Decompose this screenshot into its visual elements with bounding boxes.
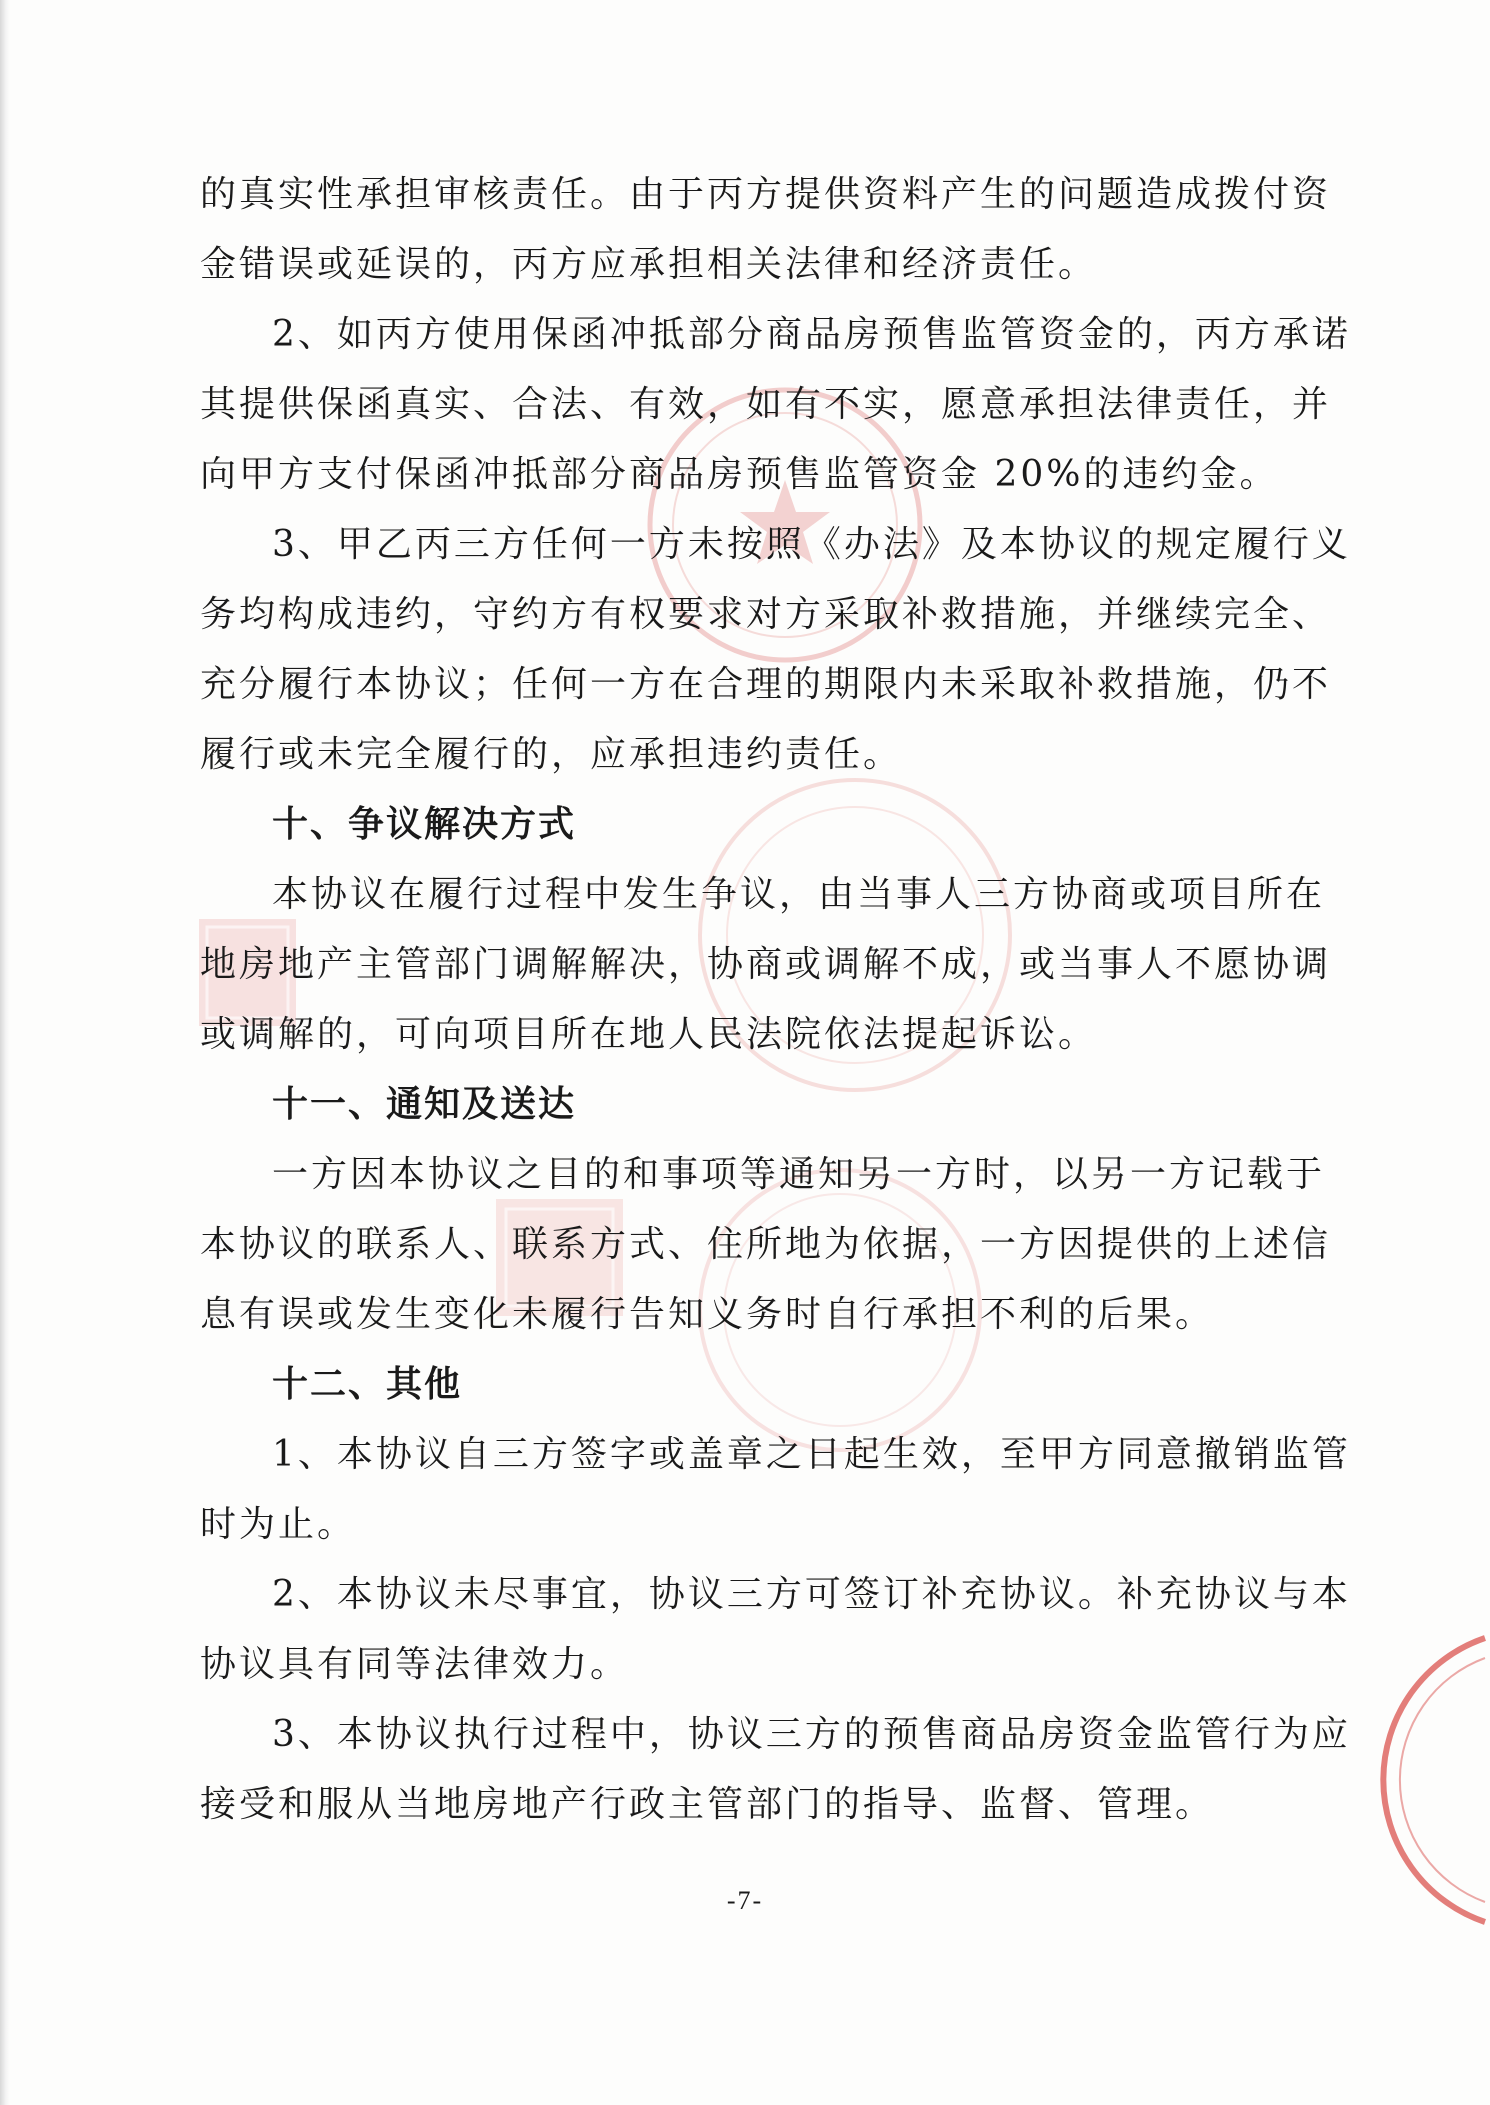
- text-line: 1、本协议自三方签字或盖章之日起生效，至甲方同意撤销监管: [272, 1434, 1351, 1475]
- text-line: 一方因本协议之目的和事项等通知另一方时，以另一方记载于: [272, 1154, 1326, 1195]
- text-line: 时为止。: [200, 1504, 357, 1545]
- text-line: 充分履行本协议；任何一方在合理的期限内未采取补救措施，仍不: [200, 664, 1332, 705]
- text-line: 向甲方支付保函冲抵部分商品房预售监管资金 20%的违约金。: [200, 454, 1279, 495]
- text-line: 或调解的，可向项目所在地人民法院依法提起诉讼。: [200, 1014, 1098, 1055]
- document-body: [200, 160, 1351, 1840]
- text-line: 地房地产主管部门调解解决，协商或调解不成，或当事人不愿协调: [200, 944, 1332, 985]
- company-seal-right-edge: [1325, 1630, 1490, 1930]
- text-line: 2、如丙方使用保函冲抵部分商品房预售监管资金的，丙方承诺: [272, 314, 1351, 355]
- text-line: 务均构成违约，守约方有权要求对方采取补救措施，并继续完全、: [200, 594, 1332, 635]
- section-heading: 十、争议解决方式: [272, 804, 577, 845]
- text-line: 的真实性承担审核责任。由于丙方提供资料产生的问题造成拨付资: [200, 174, 1332, 215]
- text-line: 协议具有同等法律效力。: [200, 1644, 630, 1685]
- text-line: 3、本协议执行过程中，协议三方的预售商品房资金监管行为应: [272, 1714, 1351, 1755]
- text-line: 息有误或发生变化未履行告知义务时自行承担不利的后果。: [200, 1294, 1215, 1335]
- text-line: 履行或未完全履行的，应承担违约责任。: [200, 734, 903, 775]
- text-line: 3、甲乙丙三方任何一方未按照《办法》及本协议的规定履行义: [272, 524, 1351, 565]
- page-number: -7-: [726, 1886, 764, 1915]
- section-heading: 十二、其他: [272, 1364, 463, 1405]
- text-line: 本协议在履行过程中发生争议，由当事人三方协商或项目所在: [272, 874, 1326, 915]
- text-line: 其提供保函真实、合法、有效，如有不实，愿意承担法律责任，并: [200, 384, 1332, 425]
- text-line: 本协议的联系人、联系方式、住所地为依据，一方因提供的上述信: [200, 1224, 1332, 1265]
- section-heading: 十一、通知及送达: [272, 1084, 577, 1125]
- text-line: 2、本协议未尽事宜，协议三方可签订补充协议。补充协议与本: [272, 1574, 1351, 1615]
- text-line: 接受和服从当地房地产行政主管部门的指导、监督、管理。: [200, 1784, 1215, 1825]
- text-line: 金错误或延误的，丙方应承担相关法律和经济责任。: [200, 244, 1098, 285]
- scan-edge-shadow: [0, 0, 10, 2105]
